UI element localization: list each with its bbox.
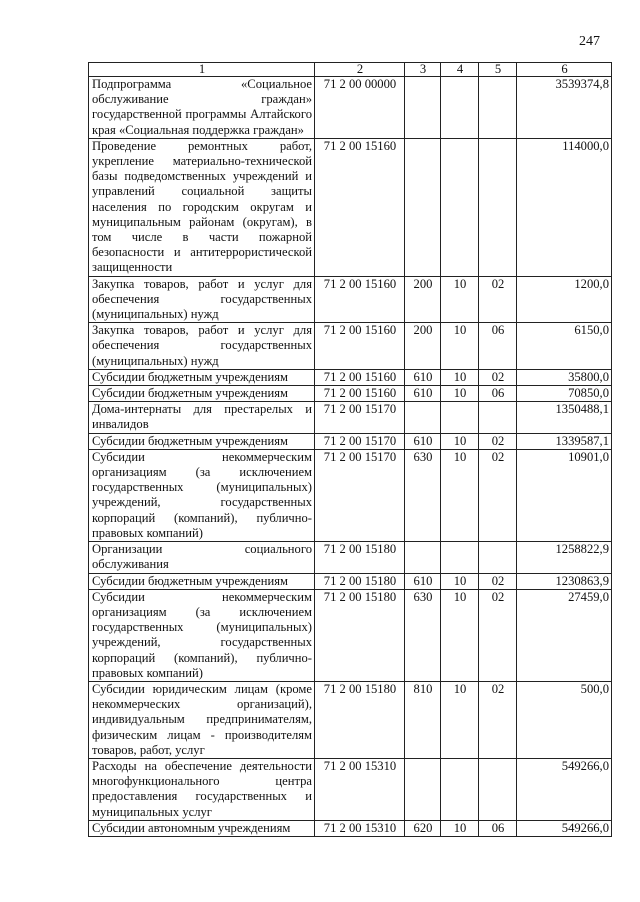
- row-col-5: 02: [479, 276, 517, 323]
- row-amount: 549266,0: [517, 758, 612, 820]
- row-name: Субсидии юридическим лицам (кроме некоммерческих организаций), индивидуальным предпринимателям, физическим лицам - производителям товаров, работ, услуг: [89, 681, 315, 758]
- row-col-4: [441, 402, 479, 433]
- row-code: 71 2 00 15180: [315, 681, 405, 758]
- table-row: [89, 758, 612, 820]
- row-code: 71 2 00 15170: [315, 433, 405, 449]
- row-col-5: 02: [479, 681, 517, 758]
- row-col-4: 10: [441, 323, 479, 370]
- row-col-5: 06: [479, 386, 517, 402]
- row-col-4: 10: [441, 820, 479, 836]
- row-amount: 3539374,8: [517, 77, 612, 139]
- row-code: 71 2 00 00000: [315, 77, 405, 139]
- row-amount: 6150,0: [517, 323, 612, 370]
- row-code: 71 2 00 15310: [315, 758, 405, 820]
- row-col-3: [405, 758, 441, 820]
- table-row: [89, 589, 612, 681]
- row-code: 71 2 00 15180: [315, 573, 405, 589]
- row-col-4: 10: [441, 573, 479, 589]
- row-col-4: 10: [441, 681, 479, 758]
- table-header-row: [89, 63, 612, 77]
- row-col-3: [405, 77, 441, 139]
- row-name: Субсидии некоммерческим организациям (за исключением государственных (муниципальных) учреждений, государственных корпораций (компаний), публично-правовых компаний): [89, 449, 315, 541]
- row-col-3: 630: [405, 449, 441, 541]
- header-col-3: 3: [405, 63, 441, 77]
- row-name: Субсидии бюджетным учреждениям: [89, 386, 315, 402]
- row-code: 71 2 00 15170: [315, 449, 405, 541]
- row-col-3: 200: [405, 276, 441, 323]
- table-row: [89, 449, 612, 541]
- row-col-3: 610: [405, 369, 441, 385]
- row-col-5: [479, 402, 517, 433]
- row-col-4: 10: [441, 386, 479, 402]
- row-name: Проведение ремонтных работ, укрепление материально-технической базы подведомственных учреждений и управлений социальной защиты населения по городским округам и муниципальным районам (округам), в том числе в части пожарной безопасности и антитеррористической защищенности: [89, 138, 315, 276]
- row-col-4: 10: [441, 449, 479, 541]
- row-col-5: [479, 77, 517, 139]
- row-name: Расходы на обеспечение деятельности многофункционального центра предоставления государственных и муниципальных услуг: [89, 758, 315, 820]
- row-col-5: 02: [479, 449, 517, 541]
- row-col-5: [479, 138, 517, 276]
- header-col-1: 1: [89, 63, 315, 77]
- row-col-5: [479, 758, 517, 820]
- page-number: 247: [579, 34, 600, 49]
- table-row: [89, 681, 612, 758]
- row-name: Организации социального обслуживания: [89, 542, 315, 573]
- row-col-5: 06: [479, 323, 517, 370]
- row-code: 71 2 00 15170: [315, 402, 405, 433]
- table-row: [89, 542, 612, 573]
- table-row: [89, 369, 612, 385]
- row-amount: 10901,0: [517, 449, 612, 541]
- row-name: Субсидии некоммерческим организациям (за исключением государственных (муниципальных) учреждений, государственных корпораций (компаний), публично-правовых компаний): [89, 589, 315, 681]
- row-col-5: 02: [479, 433, 517, 449]
- row-amount: 27459,0: [517, 589, 612, 681]
- row-name: Субсидии бюджетным учреждениям: [89, 369, 315, 385]
- row-amount: 1230863,9: [517, 573, 612, 589]
- row-code: 71 2 00 15310: [315, 820, 405, 836]
- row-col-3: 630: [405, 589, 441, 681]
- row-amount: 1258822,9: [517, 542, 612, 573]
- table-row: [89, 77, 612, 139]
- row-col-5: 06: [479, 820, 517, 836]
- row-col-4: 10: [441, 276, 479, 323]
- row-name: Субсидии бюджетным учреждениям: [89, 433, 315, 449]
- row-amount: 1339587,1: [517, 433, 612, 449]
- row-code: 71 2 00 15160: [315, 369, 405, 385]
- row-name: Закупка товаров, работ и услуг для обеспечения государственных (муниципальных) нужд: [89, 276, 315, 323]
- row-col-5: [479, 542, 517, 573]
- row-code: 71 2 00 15160: [315, 323, 405, 370]
- header-col-6: 6: [517, 63, 612, 77]
- row-amount: 549266,0: [517, 820, 612, 836]
- row-amount: 500,0: [517, 681, 612, 758]
- header-col-2: 2: [315, 63, 405, 77]
- row-code: 71 2 00 15180: [315, 589, 405, 681]
- row-amount: 114000,0: [517, 138, 612, 276]
- row-amount: 1350488,1: [517, 402, 612, 433]
- row-code: 71 2 00 15160: [315, 276, 405, 323]
- header-col-4: 4: [441, 63, 479, 77]
- row-col-5: 02: [479, 573, 517, 589]
- table-row: [89, 820, 612, 836]
- row-col-4: 10: [441, 589, 479, 681]
- table-row: [89, 573, 612, 589]
- row-amount: 70850,0: [517, 386, 612, 402]
- header-col-5: 5: [479, 63, 517, 77]
- row-amount: 1200,0: [517, 276, 612, 323]
- row-col-3: [405, 402, 441, 433]
- row-name: Субсидии бюджетным учреждениям: [89, 573, 315, 589]
- table-row: [89, 386, 612, 402]
- row-name: Субсидии автономным учреждениям: [89, 820, 315, 836]
- row-col-3: 610: [405, 386, 441, 402]
- row-col-3: 200: [405, 323, 441, 370]
- table-row: [89, 138, 612, 276]
- table-row: [89, 402, 612, 433]
- row-col-4: 10: [441, 369, 479, 385]
- row-col-3: 610: [405, 433, 441, 449]
- row-name: Дома-интернаты для престарелых и инвалидов: [89, 402, 315, 433]
- row-col-3: 610: [405, 573, 441, 589]
- row-col-3: 810: [405, 681, 441, 758]
- table-row: [89, 276, 612, 323]
- row-code: 71 2 00 15160: [315, 138, 405, 276]
- row-code: 71 2 00 15160: [315, 386, 405, 402]
- row-col-4: [441, 138, 479, 276]
- table-row: [89, 323, 612, 370]
- row-amount: 35800,0: [517, 369, 612, 385]
- row-name: Подпрограмма «Социальное обслуживание граждан» государственной программы Алтайского края «Социальная поддержка граждан»: [89, 77, 315, 139]
- row-col-3: [405, 138, 441, 276]
- table-row: [89, 433, 612, 449]
- row-name: Закупка товаров, работ и услуг для обеспечения государственных (муниципальных) нужд: [89, 323, 315, 370]
- row-code: 71 2 00 15180: [315, 542, 405, 573]
- row-col-5: 02: [479, 589, 517, 681]
- row-col-4: [441, 542, 479, 573]
- row-col-5: 02: [479, 369, 517, 385]
- row-col-4: [441, 77, 479, 139]
- budget-table: [88, 62, 612, 837]
- row-col-3: [405, 542, 441, 573]
- row-col-4: 10: [441, 433, 479, 449]
- row-col-4: [441, 758, 479, 820]
- row-col-3: 620: [405, 820, 441, 836]
